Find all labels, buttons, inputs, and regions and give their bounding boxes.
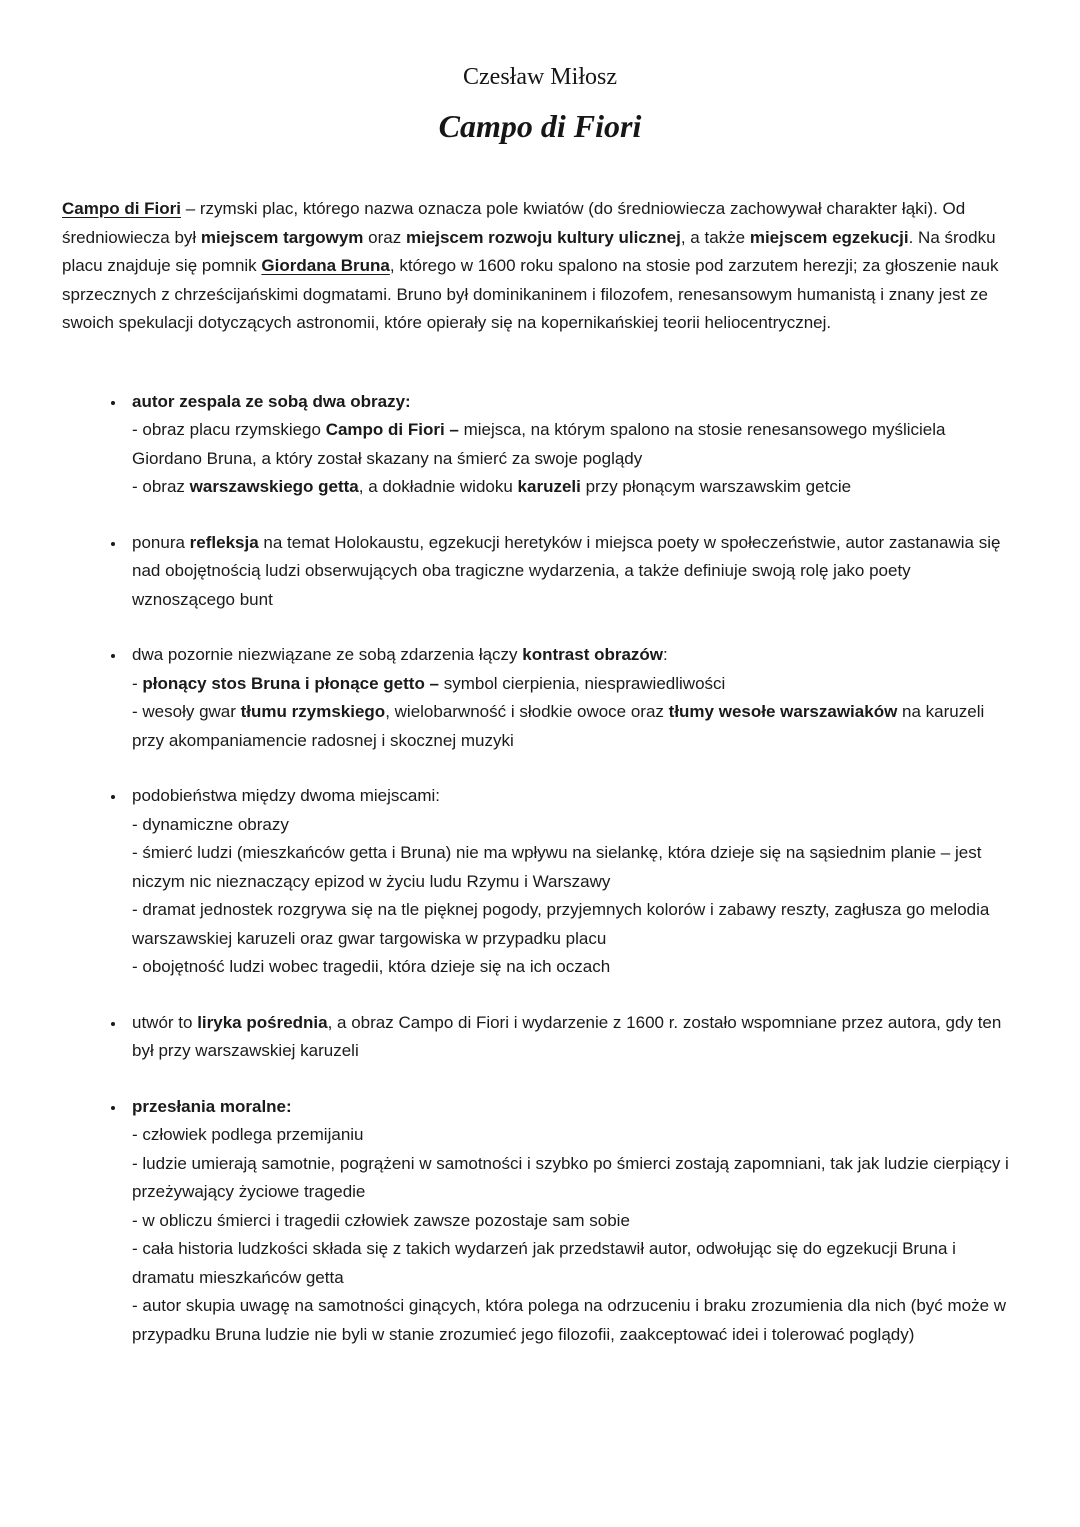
text-segment: - dramat jednostek rozgrywa się na tle pięknej pogody, przyjemnych kolorów i zabawy reszty, zagłusza go melodia warszawskiej karuzeli oraz gwar targowiska w przypadku placu <box>132 900 990 948</box>
list-item-line <box>132 839 1018 896</box>
list-item-line <box>132 529 1018 615</box>
list-item-line <box>132 1292 1018 1349</box>
text-segment: karuzeli <box>517 477 581 496</box>
text-segment: symbol cierpienia, niesprawiedliwości <box>439 673 726 693</box>
text-segment: - obraz placu rzymskiego <box>132 420 326 439</box>
text-segment: - <box>132 673 143 693</box>
text-segment: - człowiek podlega przemijaniu <box>132 1125 364 1144</box>
text-segment: oraz <box>363 227 406 247</box>
text-segment: : <box>663 645 668 664</box>
text-segment: tłumu rzymskiego <box>240 702 386 721</box>
text-segment: - wesoły gwar <box>132 702 241 721</box>
text-segment: miejscem targowym <box>200 227 364 247</box>
list-item-line <box>132 641 1018 670</box>
list-item-line <box>132 782 1018 811</box>
list-item <box>126 388 1018 502</box>
text-segment: - obraz <box>132 477 190 496</box>
text-segment: ponura <box>132 532 190 552</box>
list-item <box>126 1093 1018 1350</box>
list-item <box>126 641 1018 755</box>
text-segment: warszawskiego getta <box>189 477 359 496</box>
text-segment: - ludzie umierają samotnie, pogrążeni w samotności i szybko po śmierci zostają zapomniani, tak jak ludzie cierpiący i przeżywający życiowe tragedie <box>132 1153 1009 1201</box>
list-item-line <box>132 1235 1018 1292</box>
text-segment: , a także <box>680 227 750 247</box>
list-item-line <box>132 416 1018 473</box>
text-segment: - autor skupia uwagę na samotności ginących, która polega na odrzuceniu i braku zrozumienia dla nich (być może w przypadku Bruna ludzie nie byli w stanie zrozumieć jego filozofii, zaakceptować idei i tolerować poglądy) <box>132 1296 1007 1344</box>
list-item-line <box>132 1207 1018 1236</box>
text-segment: Giordana Bruna <box>261 256 390 275</box>
text-segment: podobieństwa między dwoma miejscami: <box>132 786 441 805</box>
list-item-line <box>132 1150 1018 1207</box>
text-segment: dwa pozornie niezwiązane ze sobą zdarzenia łączy <box>132 645 523 664</box>
text-segment: - obojętność ludzi wobec tragedii, która dzieje się na ich oczach <box>132 957 611 976</box>
text-segment: przesłania moralne: <box>132 1096 292 1116</box>
text-segment: - śmierć ludzi (mieszkańców getta i Bruna) nie ma wpływu na sielankę, która dzieje się na sąsiednim planie – jest niczym nic nieznaczący epizod w życiu ludu Rzymu i Warszawy <box>132 843 982 891</box>
text-segment: Campo di Fiori <box>62 199 181 218</box>
analysis-list <box>62 388 1018 1350</box>
text-segment: - dynamiczne obrazy <box>132 814 289 834</box>
text-segment: , wielobarwność i słodkie owoce oraz <box>385 702 669 721</box>
text-segment: miejsca, na którym spalono na stosie renesansowego myśliciela Giordano Bruna, a który został skazany na śmierć za swoje poglądy <box>132 420 946 468</box>
list-item-line <box>132 1009 1018 1066</box>
text-segment: przy płonącym warszawskim getcie <box>580 477 852 496</box>
list-item-line <box>132 811 1018 840</box>
text-segment: na karuzeli przy akompaniamencie radosnej i skocznej muzyki <box>132 702 985 750</box>
list-item-line <box>132 953 1018 982</box>
text-segment: płonący stos Bruna i płonące getto – <box>142 673 440 693</box>
text-segment: kontrast obrazów <box>522 645 664 664</box>
text-segment: autor zespala ze sobą dwa obrazy: <box>132 391 411 411</box>
text-segment: refleksja <box>189 532 259 552</box>
text-segment: . Na środku placu znajduje się pomnik <box>62 227 996 275</box>
text-segment: Campo di Fiori – <box>325 420 459 439</box>
list-item-line <box>132 388 1018 417</box>
text-segment: - w obliczu śmierci i tragedii człowiek zawsze pozostaje sam sobie <box>132 1210 630 1230</box>
text-segment: miejscem egzekucji <box>749 227 909 247</box>
list-item-line <box>132 1121 1018 1150</box>
text-segment: - cała historia ludzkości składa się z takich wydarzeń jak przedstawił autor, odwołując się do egzekucji Bruna i dramatu mieszkańców getta <box>132 1239 956 1287</box>
list-item-line <box>132 896 1018 953</box>
text-segment: na temat Holokaustu, egzekucji heretyków i miejsca poety w społeczeństwie, autor zastanawia się nad obojętnością ludzi obserwujących oba tragiczne wydarzenia, a także definiuje swoją rolę jako poety wznoszącego bunt <box>132 532 1001 609</box>
text-segment: utwór to <box>132 1012 198 1032</box>
text-segment: liryka pośrednia <box>197 1012 328 1032</box>
text-segment: , a obraz Campo di Fiori i wydarzenie z 1600 r. zostało wspomniane przez autora, gdy ten był przy warszawskiej karuzeli <box>132 1012 1002 1060</box>
text-segment: , którego w 1600 roku spalono na stosie pod zarzutem herezji; za głoszenie nauk sprzecznych z chrześcijańskimi dogmatami. Bruno był dominikaninem i filozofem, renesansowym humanistą i znany jest ze swoich spekulacji dotyczących astronomii, które opierały się na kopernikańskiej teorii heliocentrycznej. <box>62 256 999 332</box>
text-segment: miejscem rozwoju kultury ulicznej <box>405 227 681 247</box>
list-item-line <box>132 670 1018 699</box>
list-item <box>126 529 1018 615</box>
list-item-line <box>132 1093 1018 1122</box>
text-segment: , a dokładnie widoku <box>358 477 518 496</box>
list-item-line <box>132 698 1018 755</box>
list-item <box>126 1009 1018 1066</box>
intro-paragraph <box>62 195 1018 338</box>
list-item <box>126 782 1018 982</box>
text-segment: tłumy wesołe warszawiaków <box>668 702 898 721</box>
text-segment: – rzymski plac, którego nazwa oznacza pole kwiatów (do średniowiecza zachowywał charakter łąki). Od średniowiecza był <box>62 199 966 247</box>
list-item-line <box>132 473 1018 502</box>
author-name: Czesław Miłosz <box>463 64 617 90</box>
document-title: Campo di Fiori <box>438 108 642 144</box>
